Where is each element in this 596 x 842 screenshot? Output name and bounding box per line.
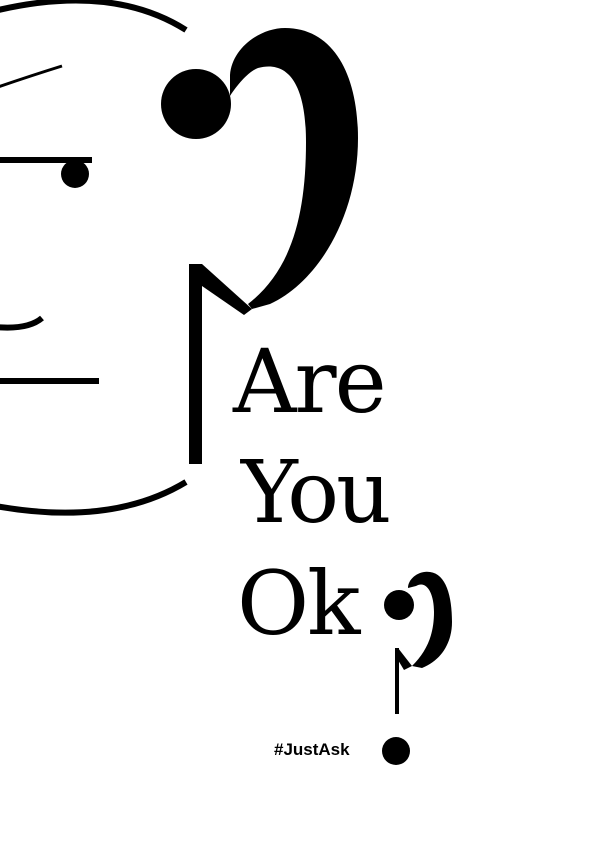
headline-line-ok: Ok: [237, 552, 359, 655]
hashtag-label: #JustAsk: [274, 740, 350, 759]
mouth-curve: [0, 318, 42, 328]
headline-line-are: Are: [233, 330, 385, 433]
face-profile-icon: [0, 0, 186, 512]
eyebrow: [0, 66, 62, 88]
head-outline-top: [0, 0, 186, 30]
headline-line-you: You: [241, 443, 389, 543]
small-question-mark-icon: [382, 572, 452, 765]
head-outline-bottom: [0, 482, 186, 513]
eye-pupil: [61, 160, 89, 188]
